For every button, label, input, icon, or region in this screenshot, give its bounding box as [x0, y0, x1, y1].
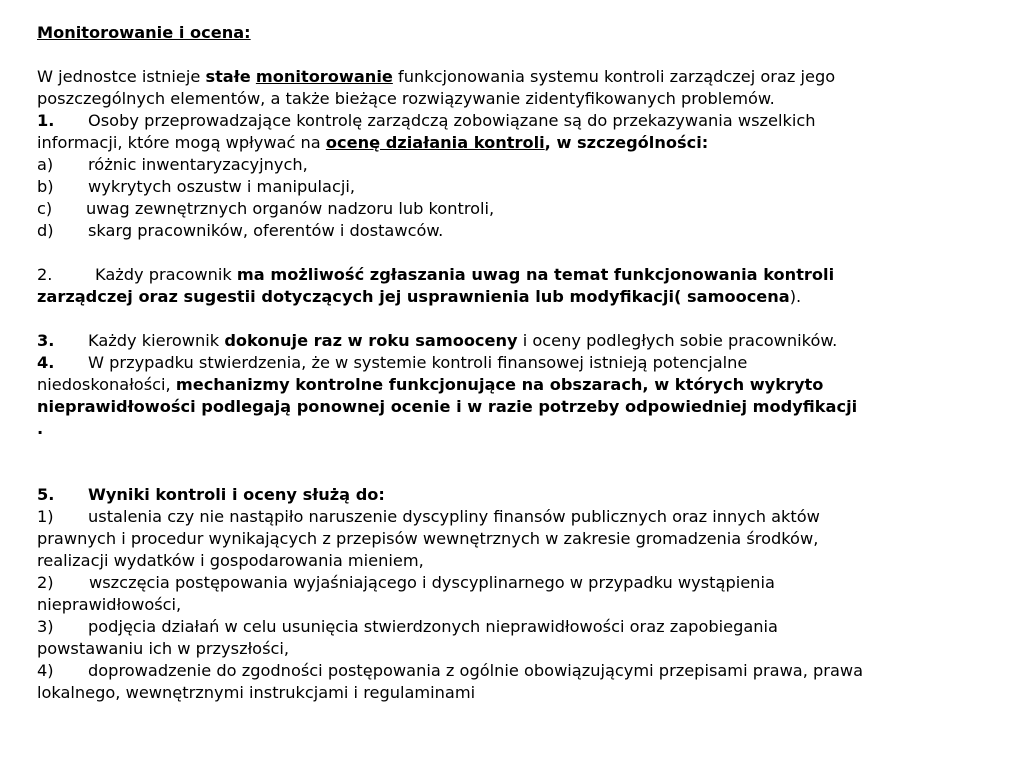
- p1-item: [37, 220, 987, 242]
- p5-item-label: 1): [37, 507, 54, 526]
- p1-item-label: a): [37, 155, 54, 174]
- p1-bold-phrase: , w szczególności:: [544, 133, 709, 152]
- p1-item-text: skarg pracowników, oferentów i dostawców.: [88, 221, 444, 240]
- p2-end: ).: [789, 287, 802, 306]
- intro-bold-word: stałe: [205, 67, 251, 86]
- p3-text-rest: i oceny podległych sobie pracowników.: [517, 331, 838, 350]
- blank-line: [37, 308, 987, 330]
- p5-item-continuation: nieprawidłowości,: [37, 595, 182, 614]
- p5-item-continuation: powstawaniu ich w przyszłości,: [37, 639, 290, 658]
- p4-text: W przypadku stwierdzenia, że w systemie kontroli finansowej istnieją potencjalne: [88, 353, 748, 372]
- p3-bold: dokonuje raz w roku samooceny: [224, 331, 518, 350]
- p5-item-continuation: realizacji wydatków i gospodarowania mieniem,: [37, 551, 424, 570]
- p3-number: 3.: [37, 331, 55, 350]
- p4-bold-1: mechanizmy kontrolne funkcjonujące na obszarach, w których wykryto: [175, 375, 824, 394]
- p5-item-label: 2): [37, 573, 54, 592]
- p1-item-text: uwag zewnętrznych organów nadzoru lub kontroli,: [86, 199, 495, 218]
- p1-item-text: różnic inwentaryzacyjnych,: [88, 155, 308, 174]
- p5-number: 5.: [37, 485, 55, 504]
- p2-line-2: [37, 286, 987, 308]
- p5-heading-text: Wyniki kontroli i oceny służą do:: [88, 485, 385, 504]
- p3-line: [37, 330, 987, 352]
- p4-line-2: [37, 374, 987, 396]
- p5-item: [37, 660, 987, 682]
- p4-line-3: nieprawidłowości podlegają ponownej ocenie i w razie potrzeby odpowiedniej modyfikacji: [37, 397, 858, 416]
- p3-text: Każdy kierownik: [88, 331, 225, 350]
- p5-item-text: podjęcia działań w celu usunięcia stwierdzonych nieprawidłowości oraz zapobiegania: [88, 617, 778, 636]
- p1-item-label: c): [37, 199, 53, 218]
- p5-item-continuation: prawnych i procedur wynikających z przepisów wewnętrznych w zakresie gromadzenia środków,: [37, 529, 819, 548]
- p1-line-2: [37, 132, 987, 154]
- p1-text-2: informacji, które mogą wpływać na: [37, 133, 326, 152]
- p2-bold-2: zarządczej oraz sugestii dotyczących jej usprawnienia lub modyfikacji( samoocena: [37, 287, 790, 306]
- p1-item-label: b): [37, 177, 54, 196]
- p1-item: [37, 198, 987, 220]
- p1-text: Osoby przeprowadzające kontrolę zarządczą zobowiązane są do przekazywania wszelkich: [88, 111, 816, 130]
- p5-item-continuation: lokalnego, wewnętrznymi instrukcjami i regulaminami: [37, 683, 476, 702]
- p1-number: 1.: [37, 111, 55, 130]
- intro-monitorowanie: monitorowanie: [255, 67, 393, 86]
- blank-line: [37, 242, 987, 264]
- p2-text: Każdy pracownik: [95, 265, 237, 284]
- p4-line-4: .: [37, 419, 44, 438]
- intro-text: W jednostce istnieje: [37, 67, 206, 86]
- slide-content: [37, 22, 987, 704]
- slide-title: Monitorowanie i ocena:: [37, 23, 251, 42]
- p1-item: [37, 176, 987, 198]
- p5-item-text: wszczęcia postępowania wyjaśniającego i dyscyplinarnego w przypadku wystąpienia: [89, 573, 775, 592]
- p4-line-1: [37, 352, 987, 374]
- blank-line: [37, 44, 987, 66]
- p1-item-label: d): [37, 221, 54, 240]
- p1-item-text: wykrytych oszustw i manipulacji,: [88, 177, 355, 196]
- intro-line-1: [37, 66, 987, 88]
- p5-item: [37, 572, 987, 594]
- blank-line: [37, 462, 987, 484]
- intro-text-rest: funkcjonowania systemu kontroli zarządczej oraz jego: [392, 67, 836, 86]
- p1-item: [37, 154, 987, 176]
- intro-line-2: poszczególnych elementów, a także bieżące rozwiązywanie zidentyfikowanych problemów.: [37, 89, 775, 108]
- p2-bold-1: ma możliwość zgłaszania uwag na temat funkcjonowania kontroli: [236, 265, 835, 284]
- p1-line-1: [37, 110, 987, 132]
- blank-line: [37, 440, 987, 462]
- p1-underlined-phrase: ocenę działania kontroli: [325, 133, 545, 152]
- p2-line-1: [37, 264, 987, 286]
- p4-text-2: niedoskonałości,: [37, 375, 176, 394]
- p5-heading: [37, 484, 987, 506]
- p4-number: 4.: [37, 353, 55, 372]
- p5-item: [37, 506, 987, 528]
- p5-item-label: 4): [37, 661, 54, 680]
- p5-item-text: ustalenia czy nie nastąpiło naruszenie dyscypliny finansów publicznych oraz innych aktów: [88, 507, 820, 526]
- p5-item-label: 3): [37, 617, 54, 636]
- p2-number: 2.: [37, 265, 53, 284]
- p5-item-text: doprowadzenie do zgodności postępowania z ogólnie obowiązującymi przepisami prawa, prawa: [88, 661, 864, 680]
- p5-item: [37, 616, 987, 638]
